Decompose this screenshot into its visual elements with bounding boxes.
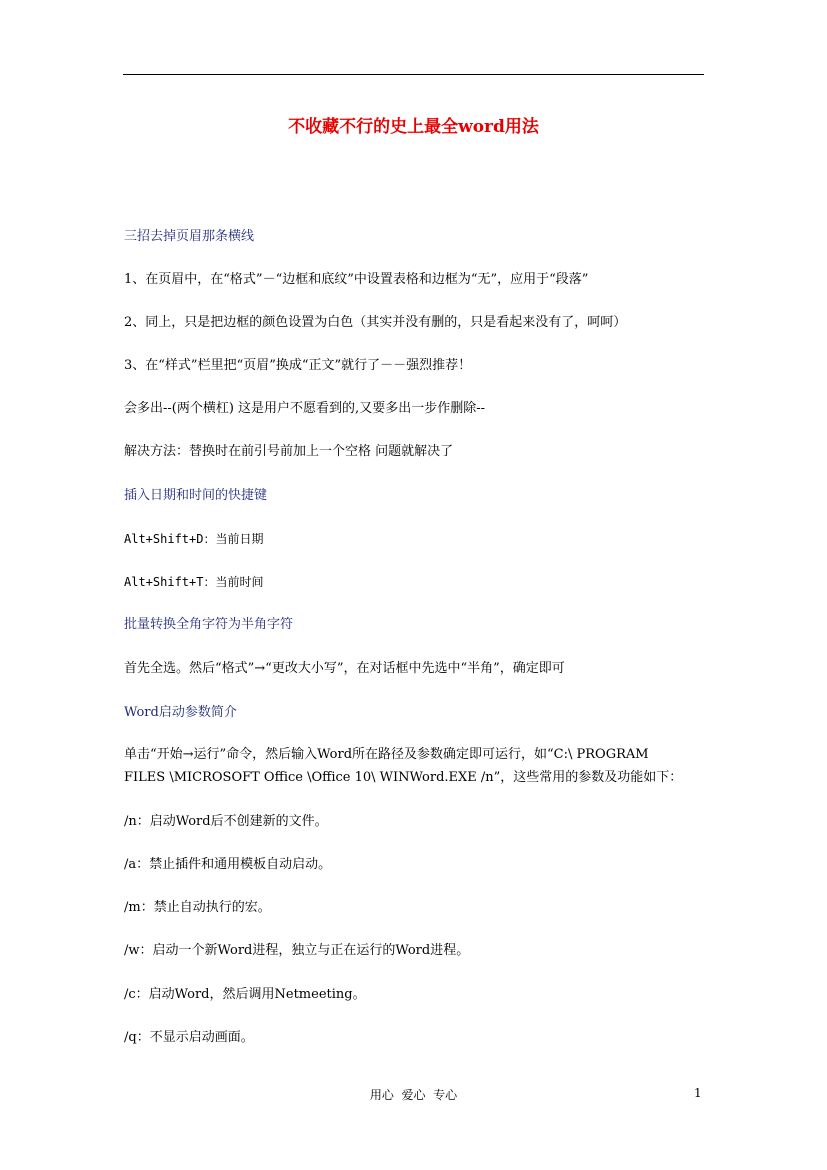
paragraph-line: 2、同上，只是把边框的颜色设置为白色（其实并没有删的，只是看起来没有了，呵呵）: [124, 315, 627, 330]
param-line: /q：不显示启动画面。: [124, 1030, 254, 1045]
paragraph-line: 会多出--(两个横杠) 这是用户不愿看到的,又要多出一步作删除--: [124, 401, 485, 416]
shortcut-date: Alt+Shift+D：当前日期: [124, 532, 264, 546]
section-heading-word-params: Word启动参数简介: [124, 705, 237, 720]
paragraph-line: [124, 574, 263, 591]
page-number: 1: [694, 1086, 702, 1100]
header-rule: [123, 74, 704, 75]
param-line: /n：启动Word后不创建新的文件。: [124, 814, 328, 829]
paragraph-line: [124, 531, 263, 548]
section-heading-header-line: 三招去掉页眉那条横线: [124, 229, 255, 244]
param-line: /a：禁止插件和通用模板自动启动。: [124, 857, 332, 872]
shortcut-time: Alt+Shift+T：当前时间: [124, 575, 264, 589]
param-line: /w：启动一个新Word进程，独立与正在运行的Word进程。: [124, 943, 470, 958]
section-heading-fullwidth-convert: 批量转换全角字符为半角字符: [124, 617, 294, 632]
paragraph-line: FILES \MICROSOFT Office \Office 10\ WINWord.EXE /n”，这些常用的参数及功能如下：: [124, 770, 683, 785]
footer-motto-text: 用心 爱心 专心: [369, 1088, 458, 1102]
paragraph-line: 首先全选。然后“格式”→“更改大小写”，在对话框中先选中“半角”，确定即可: [124, 661, 565, 676]
document-title: 不收藏不行的史上最全word用法: [288, 117, 539, 137]
paragraph-line: 解决方法：替换时在前引号前加上一个空格 问题就解决了: [124, 444, 454, 459]
paragraph-line: 单击“开始→运行”命令，然后输入Word所在路径及参数确定即可运行，如“C:\ PROGRAM: [124, 747, 649, 762]
paragraph-line: 1、在页眉中，在“格式”－“边框和底纹”中设置表格和边框为“无”，应用于“段落”: [124, 272, 589, 287]
param-line: /m：禁止自动执行的宏。: [124, 900, 271, 915]
section-heading-date-shortcut: 插入日期和时间的快捷键: [124, 488, 268, 503]
param-line: /c：启动Word，然后调用Netmeeting。: [124, 987, 366, 1002]
footer-motto: [0, 1086, 827, 1103]
paragraph-line: 3、在“样式”栏里把“页眉”换成“正文”就行了－－强烈推荐！: [124, 358, 472, 373]
